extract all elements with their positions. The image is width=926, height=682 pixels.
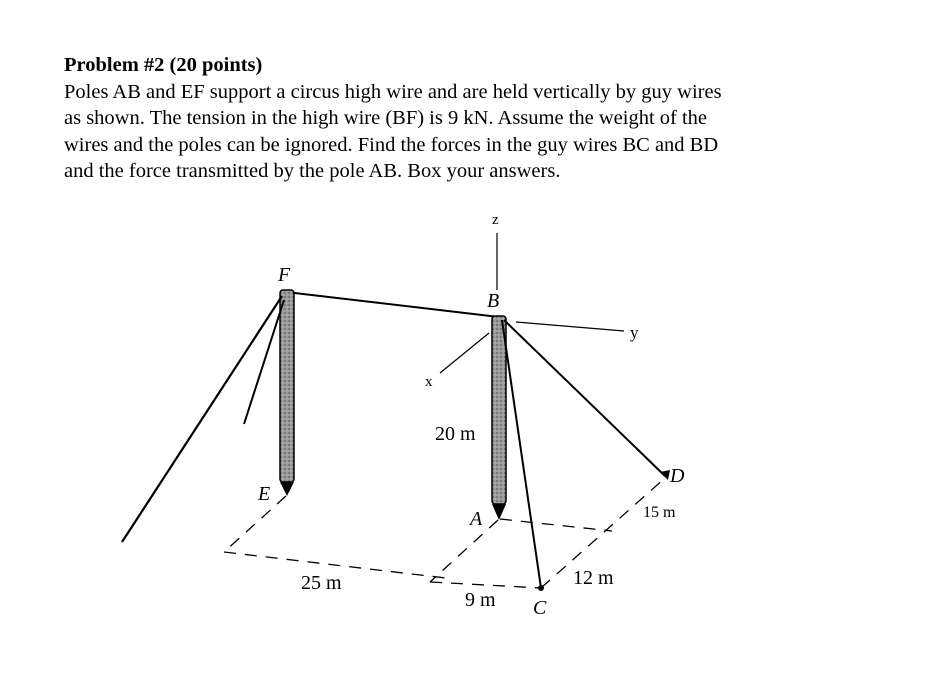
guy-wire-f-short	[244, 300, 284, 424]
guy-wire-bc	[502, 320, 541, 588]
y-axis-line	[516, 322, 624, 331]
dashed-to-c	[430, 582, 541, 588]
guy-wire-bd	[504, 320, 665, 476]
ad-distance-label: 15 m	[643, 504, 676, 521]
pole-e-tip	[280, 482, 294, 496]
problem-heading: Problem #2 (20 points)	[64, 54, 263, 76]
dashed-a-down	[430, 520, 498, 582]
high-wire-bf	[286, 292, 499, 317]
problem-line-1: Poles AB and EF support a circus high wire and are held vertically by guy wires	[64, 80, 722, 103]
x-axis-label: x	[425, 374, 433, 390]
point-e-label: E	[258, 483, 271, 505]
pole-height-label: 20 m	[435, 423, 476, 445]
cd-distance-label: 12 m	[573, 567, 614, 589]
point-f-label: F	[278, 264, 291, 286]
x-axis-line	[440, 333, 489, 373]
ea-distance-label: 25 m	[301, 572, 342, 594]
z-axis-label: z	[492, 212, 499, 228]
problem-line-2: as shown. The tension in the high wire (BF) is 9 kN. Assume the weight of the	[64, 107, 708, 129]
pole-a-tip	[492, 504, 506, 520]
point-c-label: C	[533, 597, 547, 619]
problem-line-4: and the force transmitted by the pole AB. Box your answers.	[64, 160, 561, 182]
pole-ef	[280, 290, 294, 482]
dashed-e-down	[224, 496, 286, 552]
point-a-label: A	[470, 508, 483, 530]
point-b-label: B	[487, 290, 500, 312]
pole-ab	[492, 316, 506, 504]
y-axis-label: y	[630, 323, 639, 342]
guy-wire-f-left	[122, 296, 282, 542]
point-d-label: D	[670, 465, 685, 487]
dashed-a-to-y	[500, 519, 612, 531]
ac-distance-label: 9 m	[465, 589, 496, 611]
problem-line-3: wires and the poles can be ignored. Find the forces in the guy wires BC and BD	[64, 133, 719, 156]
